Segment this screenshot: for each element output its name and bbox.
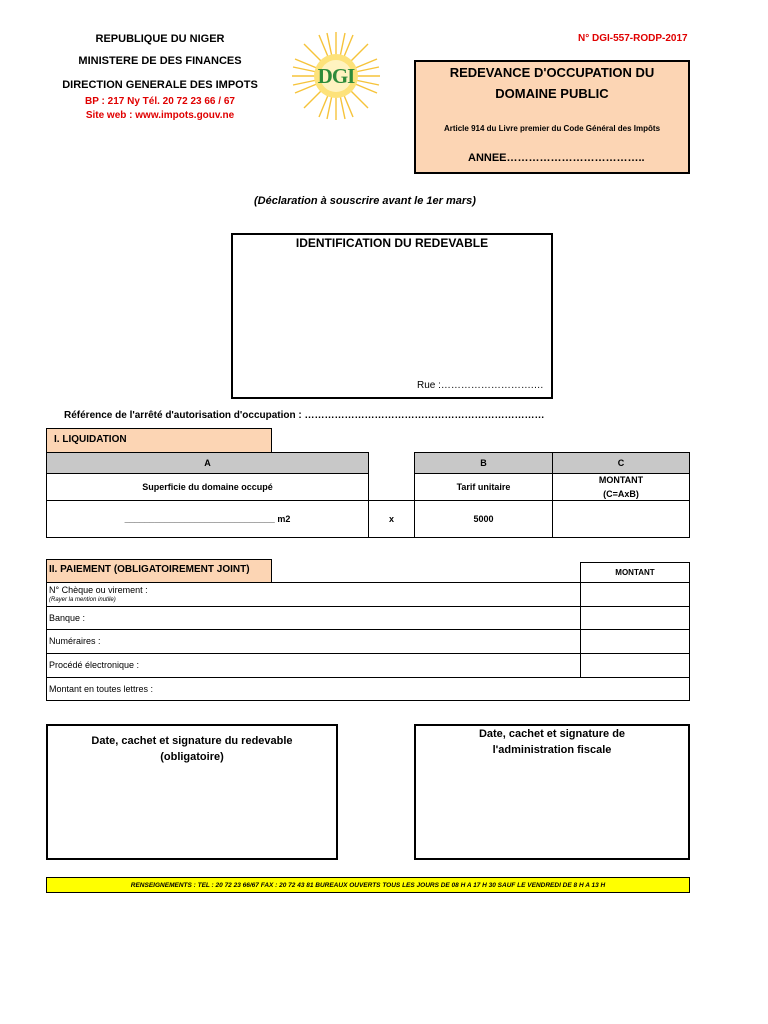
ministry-name: MINISTERE DE DES FINANCES xyxy=(78,55,242,67)
cheque-montant-input[interactable] xyxy=(580,582,690,607)
montant-lettres-label: Montant en toutes lettres : xyxy=(49,684,154,694)
annee-field[interactable]: ANNEE……………………………….. xyxy=(468,152,645,164)
signature-admin-box[interactable] xyxy=(414,724,690,860)
col-c-label xyxy=(552,473,690,501)
multiply-operator: x xyxy=(368,500,415,538)
rue-field[interactable]: Rue :……………………….… xyxy=(417,380,544,391)
website: Site web : www.impots.gouv.ne xyxy=(85,110,235,121)
col-c-label-line1: MONTANT xyxy=(598,475,644,485)
electronique-row[interactable] xyxy=(46,653,581,678)
paiement-title: II. PAIEMENT (OBLIGATOIREMENT JOINT) xyxy=(49,564,250,575)
electronique-label: Procédé électronique : xyxy=(49,660,140,670)
country-name: REPUBLIQUE DU NIGER xyxy=(95,33,225,45)
superficie-input[interactable]: ______________________________ m2 xyxy=(46,500,369,538)
numeraires-montant-input[interactable] xyxy=(580,629,690,654)
numeraires-row[interactable] xyxy=(46,629,581,654)
article-reference: Article 914 du Livre premier du Code Général des Impôts xyxy=(443,124,661,133)
identification-title: IDENTIFICATION DU REDEVABLE xyxy=(295,236,489,250)
tarif-value: 5000 xyxy=(414,500,553,538)
banque-row[interactable] xyxy=(46,606,581,630)
dgi-logo xyxy=(290,30,382,122)
footer-info-text: RENSEIGNEMENTS : TEL : 20 72 23 66/67 FAX : 20 72 43 81 BUREAUX OUVERTS TOUS LES JOURS DE 08 H A 17 H 30 SAUF LE VENDREDI DE 8 H A 13 H xyxy=(130,881,606,889)
signature-admin-line1: Date, cachet et signature de xyxy=(478,728,626,740)
paiement-montant-header: MONTANT xyxy=(580,562,690,583)
title-box xyxy=(414,60,690,174)
montant-input[interactable] xyxy=(552,500,690,538)
numeraires-label: Numéraires : xyxy=(49,636,101,646)
signature-redevable-line1: Date, cachet et signature du redevable xyxy=(91,735,293,747)
electronique-montant-input[interactable] xyxy=(580,653,690,678)
banque-montant-input[interactable] xyxy=(580,606,690,630)
liquidation-title: I. LIQUIDATION xyxy=(54,434,127,445)
cheque-label: N° Chèque ou virement : xyxy=(49,585,148,595)
col-c-label-line2: (C=AxB) xyxy=(603,489,639,499)
col-c-header: C xyxy=(552,452,690,474)
form-number: N° DGI-557-RODP-2017 xyxy=(578,33,688,44)
col-b-header: B xyxy=(414,452,553,474)
identification-box[interactable] xyxy=(231,233,553,399)
col-a-label: Superficie du domaine occupé xyxy=(46,473,369,501)
montant-lettres-row[interactable] xyxy=(46,677,690,701)
declaration-note: (Déclaration à souscrire avant le 1er mars) xyxy=(254,195,476,207)
signature-admin-line2: l'administration fiscale xyxy=(492,744,612,756)
cheque-row[interactable] xyxy=(46,582,581,607)
reference-arrete-field[interactable]: Référence de l'arrêté d'autorisation d'occupation : ……………………………………………………………… xyxy=(64,410,545,421)
paiement-section-header xyxy=(46,559,272,583)
form-title-line2: DOMAINE PUBLIC xyxy=(495,86,609,101)
form-title-line1: REDEVANCE D'OCCUPATION DU xyxy=(449,65,655,80)
footer-info-bar xyxy=(46,877,690,893)
dgi-logo-text: DGI xyxy=(317,64,355,88)
col-a-header: A xyxy=(46,452,369,474)
direction-name: DIRECTION GENERALE DES IMPOTS xyxy=(62,79,258,91)
banque-label: Banque : xyxy=(49,613,86,623)
signature-redevable-box[interactable] xyxy=(46,724,338,860)
col-b-label: Tarif unitaire xyxy=(414,473,553,501)
cheque-note: (Rayer la mention inutile) xyxy=(49,597,116,603)
signature-redevable-line2: (obligatoire) xyxy=(160,751,224,763)
postal-phone: BP : 217 Ny Tél. 20 72 23 66 / 67 xyxy=(85,96,235,107)
liquidation-section-header xyxy=(46,428,272,453)
